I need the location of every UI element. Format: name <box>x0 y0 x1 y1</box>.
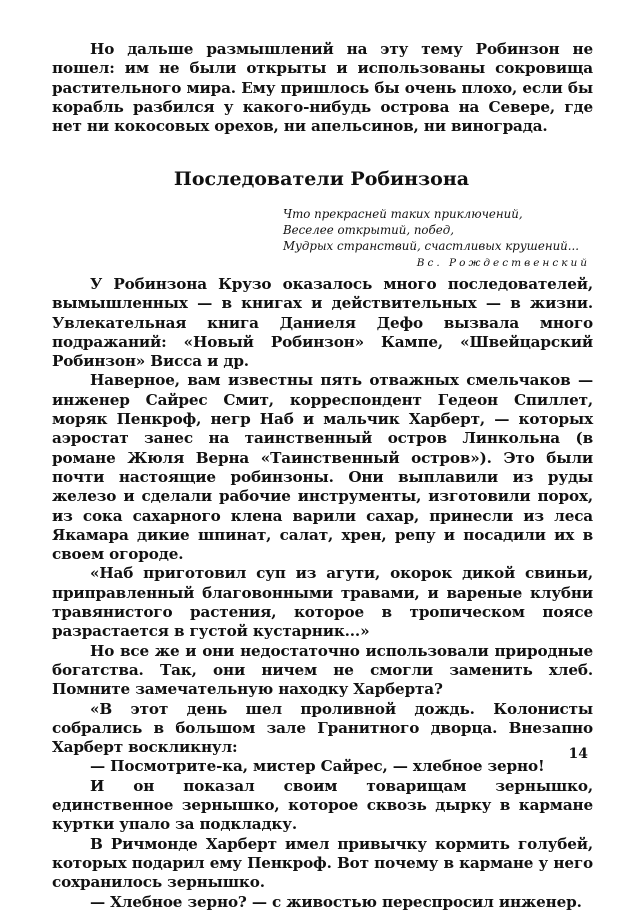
epigraph-line: Мудрых странствий, счастливых крушений... <box>283 239 580 253</box>
intro-paragraph: Но дальше размышлений на эту тему Робинзон не пошел: им не были открыты и использованы сокровища растительного мира. Ему пришлось бы очень плохо, если бы корабль разбился у какого-нибудь острова на Севере, где нет ни кокосовых орехов, ни апельсинов, ни винограда. <box>52 40 593 136</box>
paragraph: И он показал своим товарищам зернышко, единственное зернышко, которое сквозь дырку в кармане куртки упало за подкладку. <box>52 776 593 834</box>
paragraph: — Посмотрите-ка, мистер Сайрес, — хлебное зерно! <box>90 757 545 776</box>
paragraph: — Хлебное зерно? — с живостью переспросил инженер. <box>90 892 582 911</box>
epigraph <box>283 206 598 271</box>
epigraph-line: Веселее открытий, побед, <box>283 223 454 237</box>
paragraph: «Наб приготовил суп из агути, окорок дикой свиньи, приправленный благовонными травами, и вареные клубни травянистого растения, которое в тропическом поясе разрастается в густой кустарник...» <box>52 564 593 641</box>
body-text-block <box>52 275 593 912</box>
epigraph-line: Что прекрасней таких приключений, <box>283 207 523 221</box>
paragraph: «В этот день шел проливной дождь. Колонисты собрались в большом зале Гранитного дворца. Внезапно Харберт воскликнул: <box>52 699 593 757</box>
paragraph: Наверное, вам известны пять отважных смельчаков — инженер Сайрес Смит, корреспондент Гедеон Спиллет, моряк Пенкроф, негр Наб и мальчик Харберт, — которых аэростат занес на таинственный остров Линкольна (в романе Жюля Верна «Таинственный остров»). Это были почти настоящие робинзоны. Они выплавили из руды железо и сделали рабочие инструменты, изготовили порох, из сока сахарного клена варили сахар, принесли из леса Якамара дикие шпинат, салат, хрен, репу и посадили их в своем огороде. <box>52 371 593 564</box>
epigraph-author: Вс. Рождественский <box>416 257 590 269</box>
paragraph: В Ричмонде Харберт имел привычку кормить голубей, которых подарил ему Пенкроф. Вот почему в кармане у него сохранилось зернышко. <box>52 834 593 892</box>
section-title: Последователи Робинзона <box>173 168 470 190</box>
page-number: 14 <box>568 746 588 762</box>
paragraph: У Робинзона Крузо оказалось много последователей, вымышленных — в книгах и действительных — в жизни. Увлекательная книга Даниеля Дефо вызвала много подражаний: «Новый Робинзон» Кампе, «Швейцарский Робинзон» Висса и др. <box>52 275 593 371</box>
paragraph: Но все же и они недостаточно использовали природные богатства. Так, они ничем не смогли заменить хлеб. Помните замечательную находку Харберта? <box>52 641 593 699</box>
intro-text-block <box>52 40 593 136</box>
